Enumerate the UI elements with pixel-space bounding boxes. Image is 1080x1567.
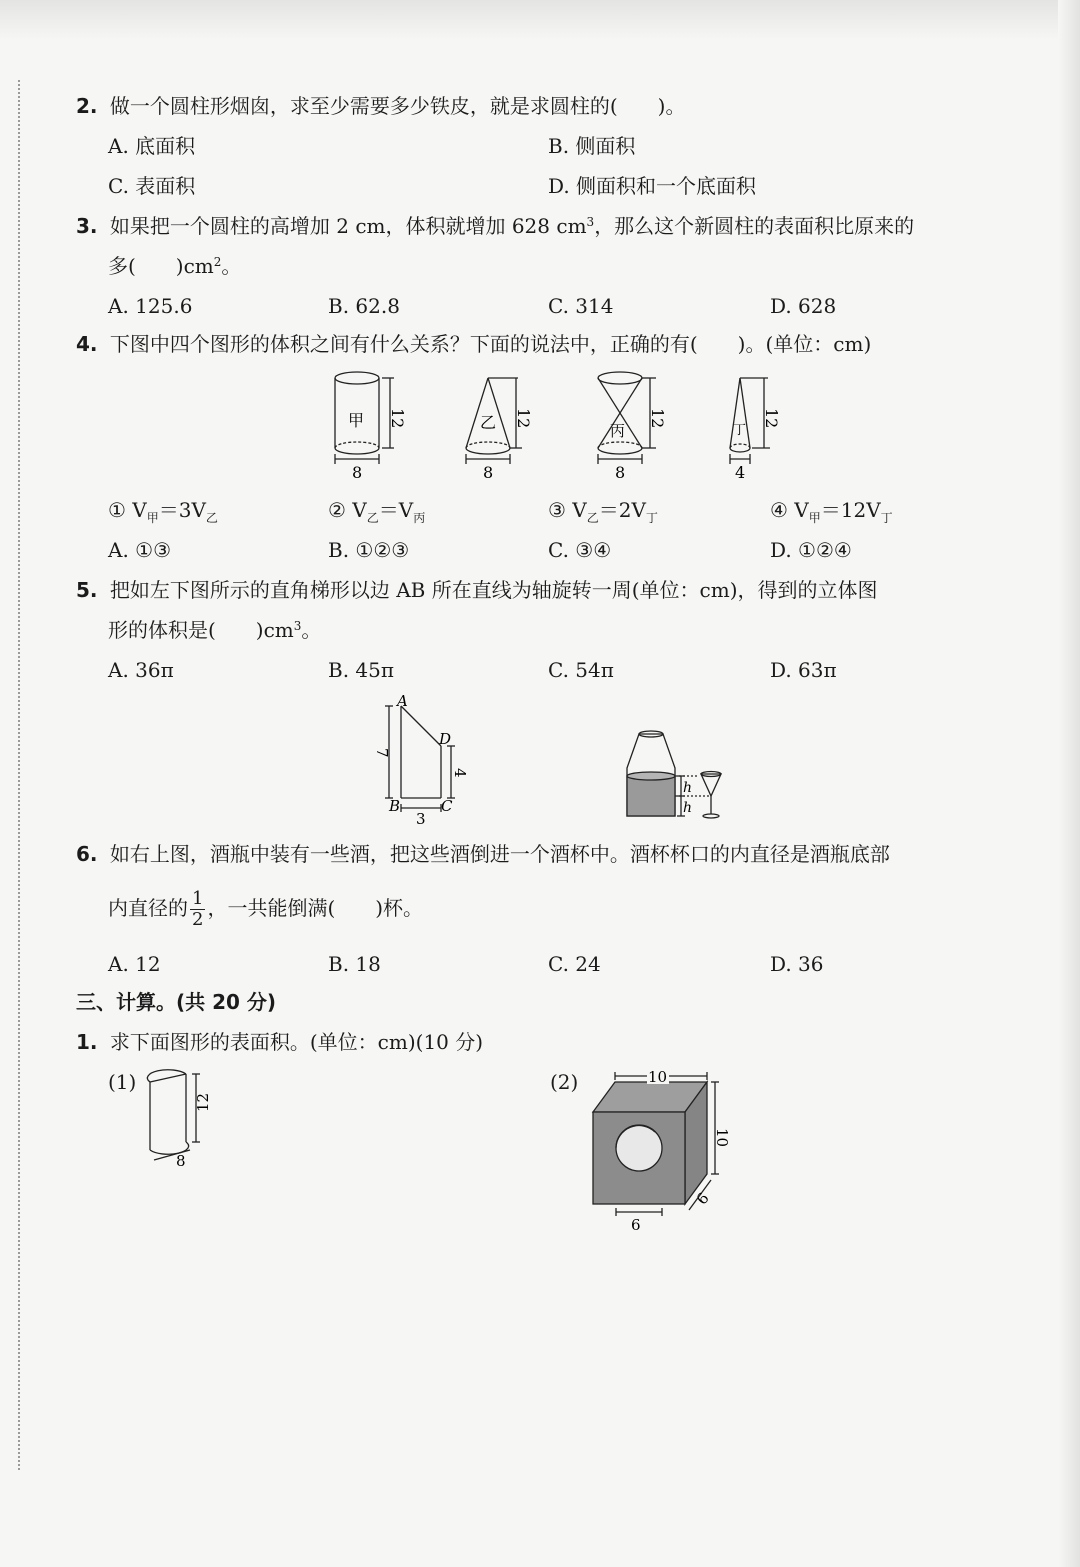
statement-text: ＝V: [378, 498, 414, 522]
figure-jia-label: 甲: [348, 411, 365, 430]
option-a[interactable]: A. 36π: [108, 658, 174, 682]
question-2: [76, 92, 685, 120]
question-3-line-2: [108, 252, 241, 280]
option-a[interactable]: A. 12: [108, 952, 161, 976]
question-text: 做一个圆柱形烟囱，求至少需要多少铁皮，就是求圆柱的( )。: [109, 94, 686, 118]
figure-yi-height: 12: [514, 408, 533, 429]
height-h-upper: h: [683, 780, 693, 796]
statement-4: [770, 496, 893, 527]
option-b[interactable]: B. 45π: [328, 658, 395, 682]
question-number: 4.: [76, 332, 98, 356]
vertex-c: C: [441, 797, 453, 815]
question-text-part: 。: [301, 618, 322, 642]
statement-text: ③ V: [548, 498, 587, 522]
vertex-a: A: [397, 692, 408, 710]
question-text: 求下面图形的表面积。(单位：cm)(10 分): [109, 1030, 484, 1054]
figure-2-label: (2): [550, 1070, 579, 1094]
superscript: 3: [586, 215, 595, 229]
fraction-denominator: 2: [192, 909, 204, 930]
question-4: [76, 330, 871, 358]
figure-yi-label: 乙: [480, 413, 497, 432]
question-text-part: ，那么这个新圆柱的表面积比原来的: [594, 214, 915, 238]
option-c[interactable]: C. 314: [548, 294, 614, 318]
option-d[interactable]: D. 63π: [770, 658, 837, 682]
question-number: 5.: [76, 578, 98, 602]
superscript: 3: [293, 619, 302, 633]
figure-bing-double-cone: [598, 372, 656, 464]
question-number: 1.: [76, 1030, 98, 1054]
figure-jia-cylinder: [335, 372, 394, 464]
subscript: 甲: [146, 511, 159, 525]
option-d[interactable]: D. 侧面积和一个底面积: [548, 174, 757, 198]
question-number: 2.: [76, 94, 98, 118]
option-d[interactable]: D. ①②④: [770, 538, 852, 562]
figure-1-diameter: 8: [176, 1152, 186, 1170]
question-text-part: 多( )cm: [108, 254, 214, 278]
question-text-part: 。: [221, 254, 242, 278]
q4-solid-figures: [320, 366, 790, 486]
q5-trapezoid-figure: [375, 692, 475, 828]
option-c[interactable]: C. 表面积: [108, 174, 196, 198]
scan-top-shadow: [0, 0, 1080, 40]
side-ab-length: 7: [373, 748, 391, 758]
figure-2-top-length: 10: [648, 1068, 668, 1086]
subscript: 甲: [808, 511, 821, 525]
statement-2: [328, 496, 425, 527]
scan-right-shadow: [1058, 0, 1080, 1567]
statement-text: ＝3V: [158, 498, 206, 522]
option-a[interactable]: A. 底面积: [108, 134, 196, 158]
question-5-line-2: [108, 616, 321, 644]
question-number: 6.: [76, 842, 98, 866]
figure-1-half-cylinder: [140, 1066, 220, 1176]
figure-yi-diameter: 8: [483, 463, 494, 482]
vertex-b: B: [389, 797, 401, 815]
statement-text: ① V: [108, 498, 147, 522]
subscript: 丁: [880, 511, 893, 525]
option-d[interactable]: D. 628: [770, 294, 837, 318]
statement-text: ＝2V: [598, 498, 646, 522]
subscript: 乙: [586, 511, 599, 525]
section-title: 三、计算。(共 20 分): [76, 990, 277, 1014]
side-cd-length: 4: [451, 768, 469, 778]
question-text: 把如左下图所示的直角梯形以边 AB 所在直线为轴旋转一周(单位：cm)，得到的立体图: [109, 578, 878, 602]
figure-ding-label: 丁: [733, 423, 747, 438]
figure-bing-height: 12: [648, 408, 667, 429]
statement-text: ＝12V: [820, 498, 881, 522]
subscript: 丙: [413, 511, 426, 525]
question-number: 3.: [76, 214, 98, 238]
statement-1: [108, 496, 218, 527]
question-6-line-2: [108, 886, 423, 930]
option-b[interactable]: B. 62.8: [328, 294, 400, 318]
option-c[interactable]: C. 54π: [548, 658, 614, 682]
statement-text: ② V: [328, 498, 367, 522]
subscript: 丁: [645, 511, 658, 525]
figure-jia-diameter: 8: [352, 463, 363, 482]
option-d[interactable]: D. 36: [770, 952, 824, 976]
question-text: 下图中四个图形的体积之间有什么关系？下面的说法中，正确的有( )。(单位：cm): [109, 332, 872, 356]
side-bc-length: 3: [416, 810, 426, 828]
question-5: [76, 576, 878, 604]
fraction: [190, 889, 205, 930]
subscript: 乙: [205, 511, 218, 525]
figure-1-label: (1): [108, 1070, 137, 1094]
vertex-d: D: [439, 730, 452, 748]
question-text: 如右上图，酒瓶中装有一些酒，把这些酒倒进一个酒杯中。酒杯杯口的内直径是酒瓶底部: [109, 842, 890, 866]
figure-2-cube-with-hole: [585, 1064, 735, 1234]
question-3: [76, 212, 914, 240]
option-b[interactable]: B. 侧面积: [548, 134, 636, 158]
question-text-part: ，一共能倒满( )杯。: [207, 896, 424, 920]
option-c[interactable]: C. ③④: [548, 538, 612, 562]
fraction-numerator: 1: [192, 888, 204, 909]
question-text-part: 如果把一个圆柱的高增加 2 cm，体积就增加 628 cm: [109, 214, 587, 238]
statement-3: [548, 496, 658, 527]
figure-1-height: 12: [194, 1092, 212, 1112]
question-text-part: 形的体积是( )cm: [108, 618, 294, 642]
question-text-part: 内直径的: [108, 896, 188, 920]
statement-text: ④ V: [770, 498, 809, 522]
figure-2-hole-diameter: 6: [631, 1216, 641, 1234]
height-h-lower: h: [683, 800, 693, 816]
superscript: 2: [213, 255, 222, 269]
figure-2-depth: 6: [692, 1189, 713, 1209]
figure-ding-height: 12: [762, 408, 781, 429]
option-a[interactable]: A. ①③: [108, 538, 172, 562]
option-b[interactable]: B. 18: [328, 952, 381, 976]
q6-bottle-glass-figure: [615, 728, 730, 828]
option-c[interactable]: C. 24: [548, 952, 601, 976]
option-a[interactable]: A. 125.6: [108, 294, 193, 318]
figure-ding-diameter: 4: [735, 463, 746, 482]
binding-margin-line: [18, 80, 20, 1470]
figure-2-side-length: 10: [713, 1128, 731, 1148]
option-b[interactable]: B. ①②③: [328, 538, 410, 562]
figure-jia-height: 12: [388, 408, 407, 429]
question-6: [76, 840, 890, 868]
section-3-question-1: [76, 1028, 483, 1056]
subscript: 乙: [366, 511, 379, 525]
figure-bing-label: 丙: [610, 422, 626, 440]
figure-bing-diameter: 8: [615, 463, 626, 482]
